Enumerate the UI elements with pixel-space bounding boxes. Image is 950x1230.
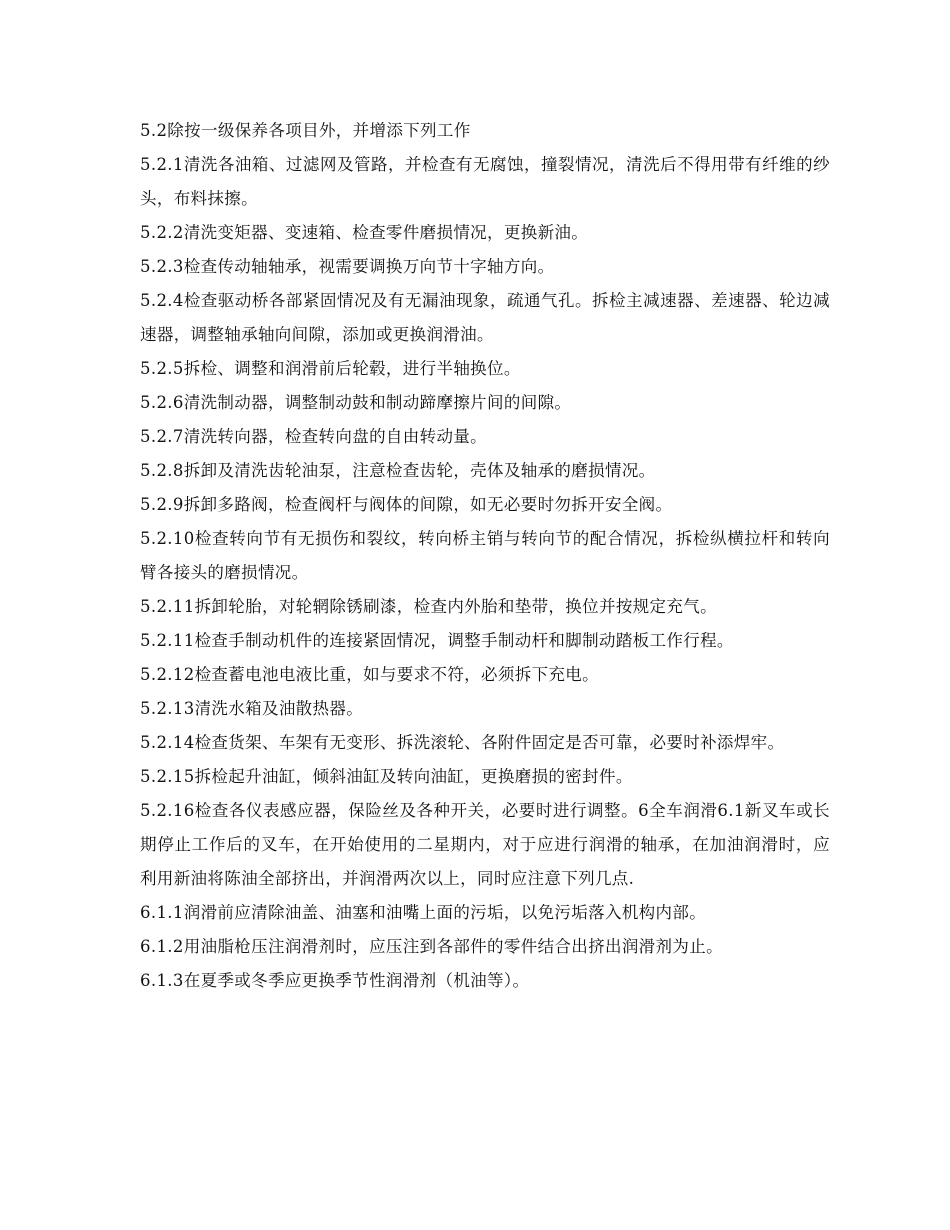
paragraph-5-2-8: 5.2.8拆卸及清洗齿轮油泵，注意检查齿轮，壳体及轴承的磨损情况。	[140, 461, 656, 480]
paragraph-5-2-5: 5.2.5拆检、调整和润滑前后轮毂，进行半轴换位。	[140, 359, 521, 378]
paragraph-5-2-11-b: 5.2.11检查手制动机件的连接紧固情况，调整手制动杆和脚制动踏板工作行程。	[140, 631, 734, 650]
paragraph-5-2-7: 5.2.7清洗转向器，检查转向盘的自由转动量。	[140, 427, 488, 446]
paragraph-5-2-11-a: 5.2.11拆卸轮胎，对轮辋除锈刷漆，检查内外胎和垫带，换位并按规定充气。	[140, 597, 717, 616]
paragraph-5-2-16: 5.2.16检查各仪表感应器，保险丝及各种开关，必要时进行调整。6全车润滑6.1新叉车或长期停止工作后的叉车，在开始使用的二星期内，对于应进行润滑的轴承，在加油润滑时，应利用新油将陈油全部挤出，并润滑两次以上，同时应注意下列几点.	[140, 801, 830, 888]
paragraph-5-2-9: 5.2.9拆卸多路阀，检查阀杆与阀体的间隙，如无必要时勿拆开安全阀。	[140, 495, 673, 514]
paragraph-5-2-4: 5.2.4检查驱动桥各部紧固情况及有无漏油现象，疏通气孔。拆检主减速器、差速器、轮边减速器，调整轴承轴向间隙，添加或更换润滑油。	[140, 291, 830, 344]
paragraph-5-2-10: 5.2.10检查转向节有无损伤和裂纹，转向桥主销与转向节的配合情况，拆检纵横拉杆和转向臂各接头的磨损情况。	[140, 529, 830, 582]
paragraph-6-1-3: 6.1.3在夏季或冬季应更换季节性润滑剂（机油等）。	[140, 971, 530, 990]
paragraph-5-2-6: 5.2.6清洗制动器，调整制动鼓和制动蹄摩擦片间的间隙。	[140, 393, 572, 412]
paragraph-5-2-14: 5.2.14检查货架、车架有无变形、拆洗滚轮、各附件固定是否可靠，必要时补添焊牢。	[140, 733, 785, 752]
document-body	[140, 114, 830, 998]
paragraph-5-2-1: 5.2.1清洗各油箱、过滤网及管路，并检查有无腐蚀，撞裂情况，清洗后不得用带有纤维的纱头，布料抹擦。	[140, 155, 830, 208]
paragraph-5-2-15: 5.2.15拆检起升油缸，倾斜油缸及转向油缸，更换磨损的密封件。	[140, 767, 633, 786]
paragraph-6-1-1: 6.1.1润滑前应清除油盖、油塞和油嘴上面的污垢，以免污垢落入机构内部。	[140, 903, 707, 922]
paragraph-5-2-2: 5.2.2清洗变矩器、变速箱、检查零件磨损情况，更换新油。	[140, 223, 589, 242]
paragraph-5-2-12: 5.2.12检查蓄电池电液比重，如与要求不符，必须拆下充电。	[140, 665, 599, 684]
paragraph-5-2-13: 5.2.13清洗水箱及油散热器。	[140, 699, 364, 718]
paragraph-5-2-3: 5.2.3检查传动轴轴承，视需要调换万向节十字轴方向。	[140, 257, 555, 276]
paragraph-5-2: 5.2除按一级保养各项目外，并增添下列工作	[140, 121, 471, 140]
paragraph-6-1-2: 6.1.2用油脂枪压注润滑剂时，应压注到各部件的零件结合出挤出润滑剂为止。	[140, 937, 723, 956]
